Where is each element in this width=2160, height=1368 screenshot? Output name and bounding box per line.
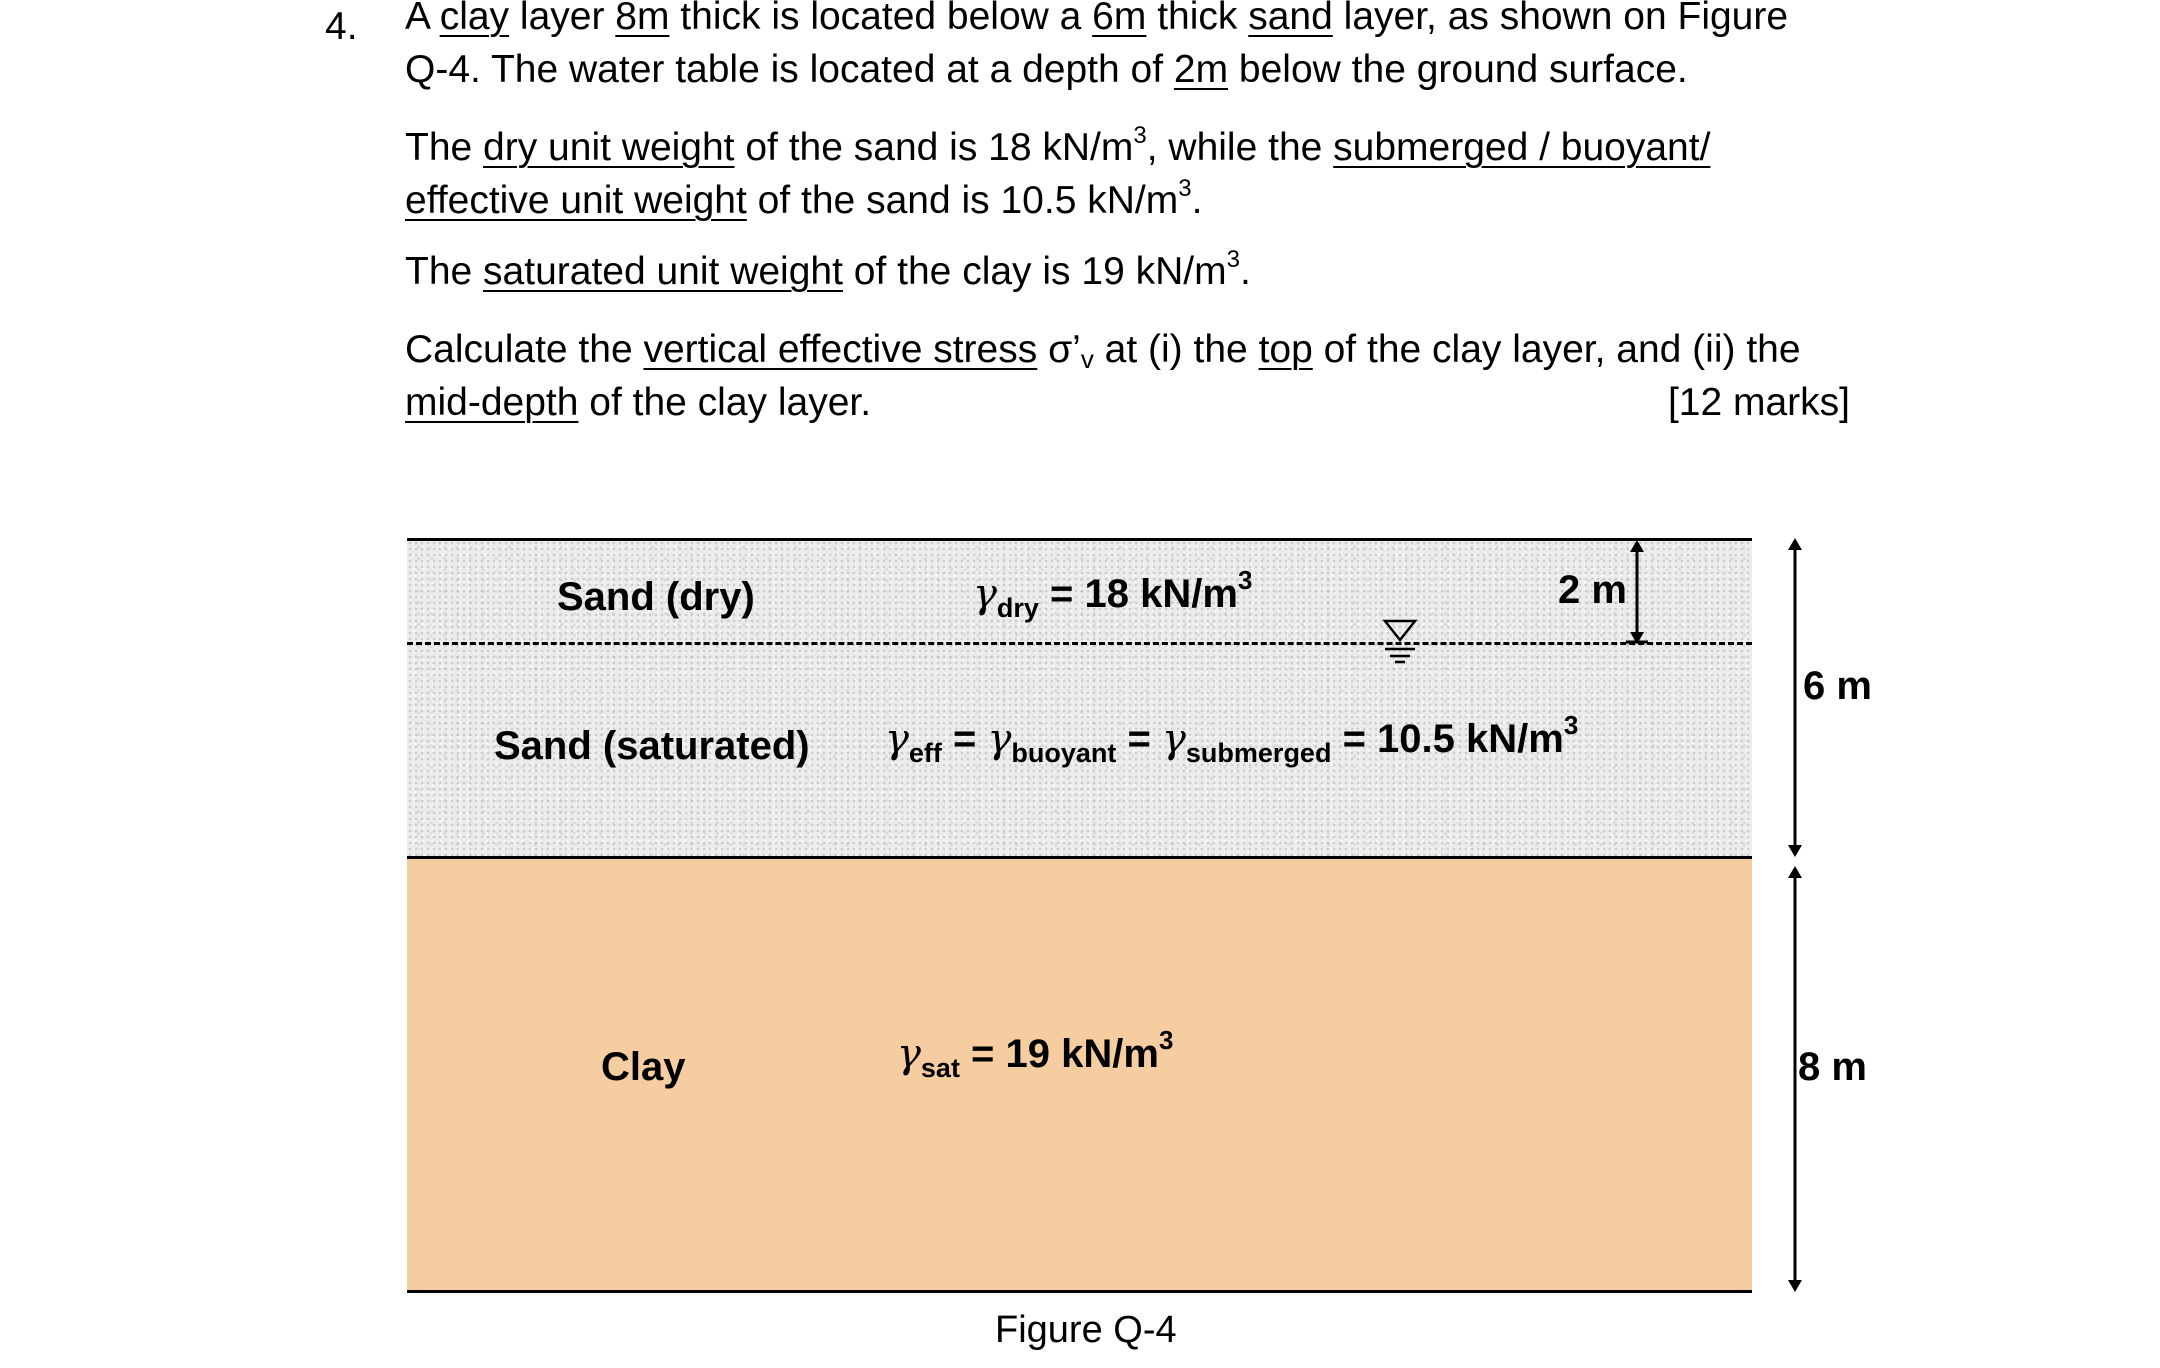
water-table-icon (1385, 621, 1415, 662)
sand-dry-gamma: $\gamma_{dry} = 18$ $kN/m^3$ (973, 565, 1253, 623)
paragraph-2-line-2: effective unit weight of the sand is 10.5 $kN/m^3$. (405, 175, 1203, 222)
sand-dry-label: Sand (dry) (557, 575, 755, 619)
sand-saturated-gamma: $\gamma_{eff} = \gamma_{buoyant} = \gamma_{submerged} = 10.5$ $kN/m^3$ (885, 710, 1579, 768)
paragraph-3: The saturated unit weight of the clay is 19 $kN/m^3$. (405, 246, 1251, 293)
sand-thickness-label: 6 m (1803, 664, 1872, 708)
question-number: 4. (325, 5, 358, 48)
clay-thickness-label: 8 m (1798, 1045, 1867, 1089)
sand-saturated-label: Sand (saturated) (494, 724, 810, 768)
marks: [12 marks] (1667, 381, 1850, 424)
figure-caption: Figure Q-4 (995, 1309, 1177, 1351)
paragraph-1-line-1: A clay layer 8m thick is located below a 6m thick sand layer, as shown on Figure (405, 0, 1789, 38)
paragraph-4-line-1: Calculate the vertical effective stress $\sigma’_v$ at (i) the top of the clay layer, and (ii) the (405, 328, 1801, 374)
paragraph-4-line-2: mid-depth of the clay layer. [12 marks] (405, 376, 1850, 429)
sand-thickness-dimension (1788, 538, 1802, 857)
paragraph-2-line-1: The dry unit weight of the sand is 18 $kN/m^3$, while the submerged / buoyant/ (405, 122, 1711, 169)
clay-gamma: $\gamma_{sat} = 19$ $kN/m^3$ (897, 1025, 1174, 1083)
water-depth-dimension (1626, 540, 1648, 644)
paragraph-1-line-2: Q-4. The water table is located at a depth of 2m below the ground surface. (405, 48, 1688, 91)
clay-label: Clay (601, 1045, 686, 1089)
clay-thickness-dimension (1788, 866, 1802, 1292)
water-depth-label: 2 m (1558, 568, 1627, 612)
